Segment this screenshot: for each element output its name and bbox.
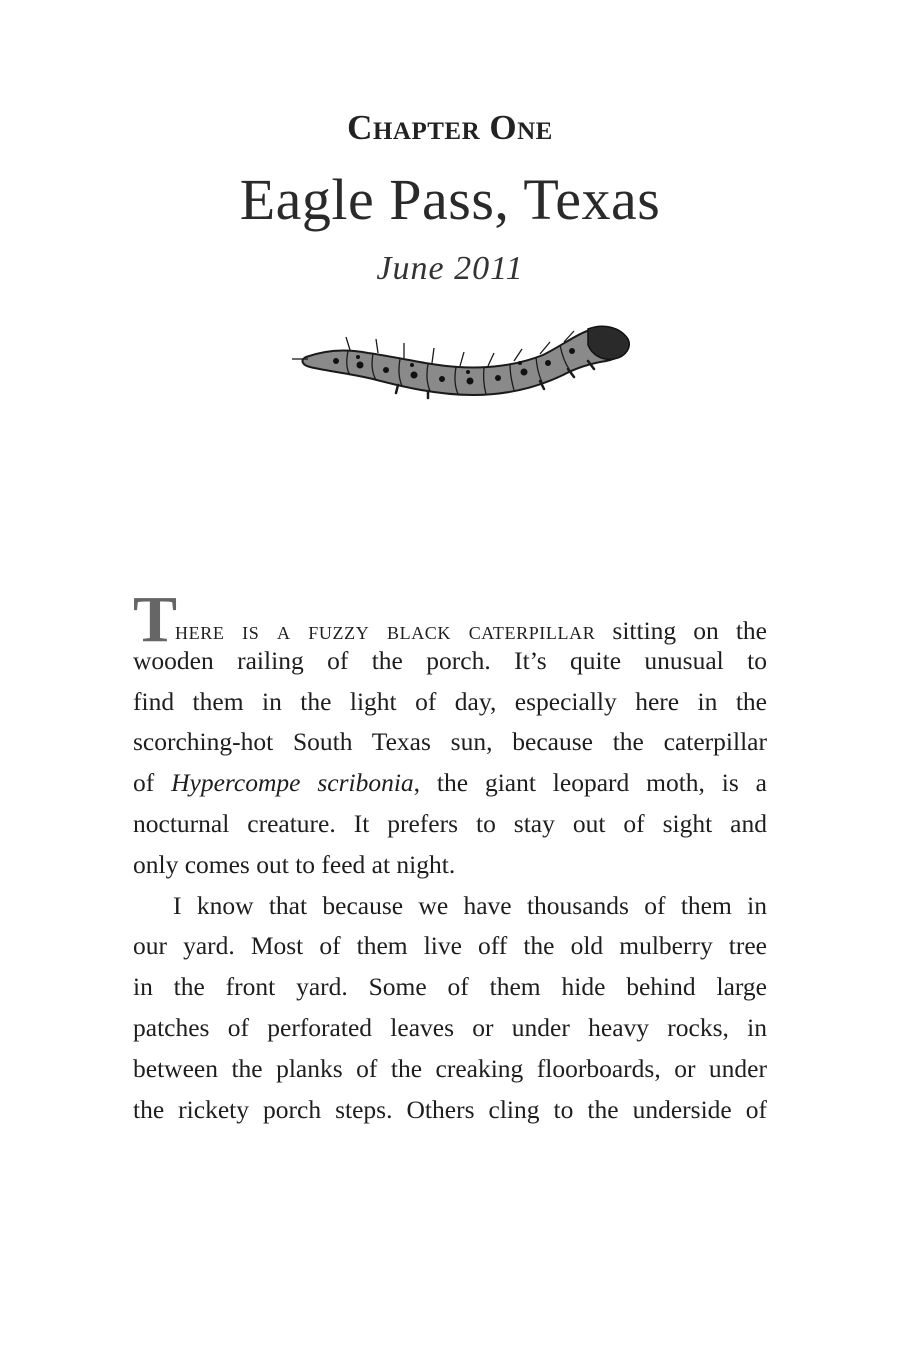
paragraph-1-line-7: only comes out to feed at night. <box>133 849 456 879</box>
paragraph-2-line-1: I know that because we have thousands of them in <box>173 890 767 920</box>
paragraph-1-line-4: scorching-hot South Texas sun, because the caterpillar <box>133 727 767 757</box>
paragraph-2-line-4: patches of perforated leaves or under heavy rocks, in <box>133 1012 767 1042</box>
caterpillar-illustration-icon <box>288 315 633 400</box>
paragraph-1-line-6: nocturnal creature. It prefers to stay out of sight and <box>133 808 767 838</box>
drop-cap: T <box>133 583 178 656</box>
body-text <box>133 583 768 1130</box>
paragraph-2-line-3: in the front yard. Some of them hide behind large <box>133 972 767 1002</box>
paragraph-1-line-3: find them in the light of day, especially here in the <box>133 686 767 716</box>
paragraph-2-line-5: between the planks of the creaking floorboards, or under <box>133 1053 767 1083</box>
chapter-date: June 2011 <box>376 250 524 287</box>
chapter-label: Chapter One <box>347 108 553 147</box>
paragraph-2-line-2: our yard. Most of them live off the old mulberry tree <box>133 931 767 961</box>
paragraph-2-line-6: the rickety porch steps. Others cling to the underside of <box>133 1094 767 1124</box>
paragraph-1-line-1: There is a fuzzy black caterpillar sitting on the <box>133 583 768 656</box>
chapter-title: Eagle Pass, Texas <box>239 167 661 232</box>
species-name: Hypercompe scribonia <box>171 768 414 798</box>
lead-in-small-caps: here is a fuzzy black caterpillar <box>175 616 596 645</box>
paragraph-1-line-2: wooden railing of the porch. It’s quite unusual to <box>133 645 767 675</box>
paragraph-1-line-5: of Hypercompe scribonia, the giant leopard moth, is a <box>133 768 767 798</box>
